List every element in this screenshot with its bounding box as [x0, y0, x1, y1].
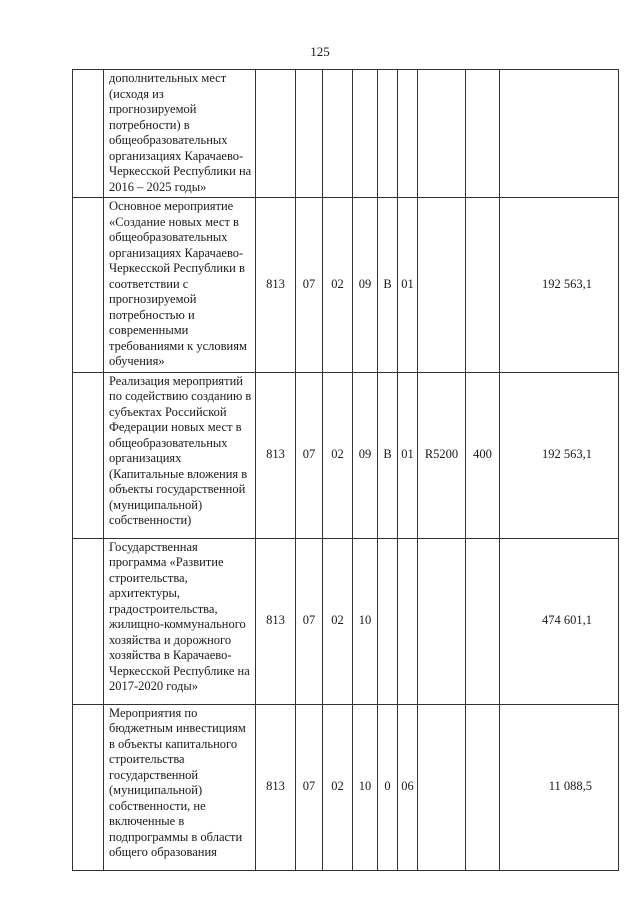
- ministry-code-cell: 813: [256, 372, 296, 538]
- expense-type-cell: [466, 704, 500, 870]
- program-code-cell: 10: [353, 538, 378, 704]
- row-number-cell: [73, 538, 104, 704]
- budget-table: [72, 69, 619, 871]
- section-code-cell: 07: [296, 372, 323, 538]
- measure-code-cell: [398, 538, 418, 704]
- direction-code-cell: [418, 538, 466, 704]
- item-name-cell: Основное мероприятие «Создание новых мест в общеобразовательных организациях Карачаево-Черкесской Республики в соответствии с прогнозируемой потребностью и современными требованиями к условиям обучения»: [104, 198, 256, 373]
- section-code-cell: 07: [296, 704, 323, 870]
- item-name-cell: Реализация мероприятий по содействию созданию в субъектах Российской Федерации новых мест в общеобразовательных организациях (Капитальные вложения в объекты государственной (муниципальной) собственности): [104, 372, 256, 538]
- subsection-code-cell: 02: [323, 704, 353, 870]
- program-code-cell: 09: [353, 198, 378, 373]
- row-number-cell: [73, 198, 104, 373]
- expense-type-cell: [466, 538, 500, 704]
- table-row: [73, 198, 619, 373]
- program-code-cell: [353, 70, 378, 198]
- item-name-cell: дополнительных мест (исходя из прогнозируемой потребности) в общеобразовательных организациях Карачаево-Черкесской Республики на 2016 – 2025 годы»: [104, 70, 256, 198]
- row-number-cell: [73, 372, 104, 538]
- subprogram-code-cell: В: [378, 372, 398, 538]
- subsection-code-cell: 02: [323, 538, 353, 704]
- direction-code-cell: [418, 704, 466, 870]
- item-name-cell: Мероприятия по бюджетным инвестициям в объекты капитального строительства государственной (муниципальной) собственности, не включенные в подпрограммы в области общего образования: [104, 704, 256, 870]
- ministry-code-cell: 813: [256, 198, 296, 373]
- subprogram-code-cell: 0: [378, 704, 398, 870]
- row-number-cell: [73, 70, 104, 198]
- ministry-code-cell: [256, 70, 296, 198]
- table-row: [73, 70, 619, 198]
- direction-code-cell: [418, 70, 466, 198]
- ministry-code-cell: 813: [256, 538, 296, 704]
- direction-code-cell: [418, 198, 466, 373]
- amount-cell: 11 088,5: [500, 704, 619, 870]
- amount-cell: 474 601,1: [500, 538, 619, 704]
- amount-cell: [500, 70, 619, 198]
- amount-cell: 192 563,1: [500, 198, 619, 373]
- program-code-cell: 09: [353, 372, 378, 538]
- subprogram-code-cell: [378, 538, 398, 704]
- measure-code-cell: 06: [398, 704, 418, 870]
- expense-type-cell: [466, 198, 500, 373]
- row-number-cell: [73, 704, 104, 870]
- table-row: [73, 372, 619, 538]
- section-code-cell: 07: [296, 538, 323, 704]
- section-code-cell: [296, 70, 323, 198]
- amount-cell: 192 563,1: [500, 372, 619, 538]
- measure-code-cell: 01: [398, 198, 418, 373]
- subsection-code-cell: [323, 70, 353, 198]
- measure-code-cell: [398, 70, 418, 198]
- subsection-code-cell: 02: [323, 372, 353, 538]
- page-number: 125: [310, 44, 330, 59]
- program-code-cell: 10: [353, 704, 378, 870]
- subprogram-code-cell: [378, 70, 398, 198]
- direction-code-cell: R5200: [418, 372, 466, 538]
- table-row: [73, 704, 619, 870]
- ministry-code-cell: 813: [256, 704, 296, 870]
- item-name-cell: Государственная программа «Развитие строительства, архитектуры, градостроительства, жилищно-коммунального хозяйства и дорожного хозяйства в Карачаево-Черкесской Республике на 2017-2020 годы»: [104, 538, 256, 704]
- table-row: [73, 538, 619, 704]
- subsection-code-cell: 02: [323, 198, 353, 373]
- expense-type-cell: 400: [466, 372, 500, 538]
- measure-code-cell: 01: [398, 372, 418, 538]
- expense-type-cell: [466, 70, 500, 198]
- section-code-cell: 07: [296, 198, 323, 373]
- subprogram-code-cell: В: [378, 198, 398, 373]
